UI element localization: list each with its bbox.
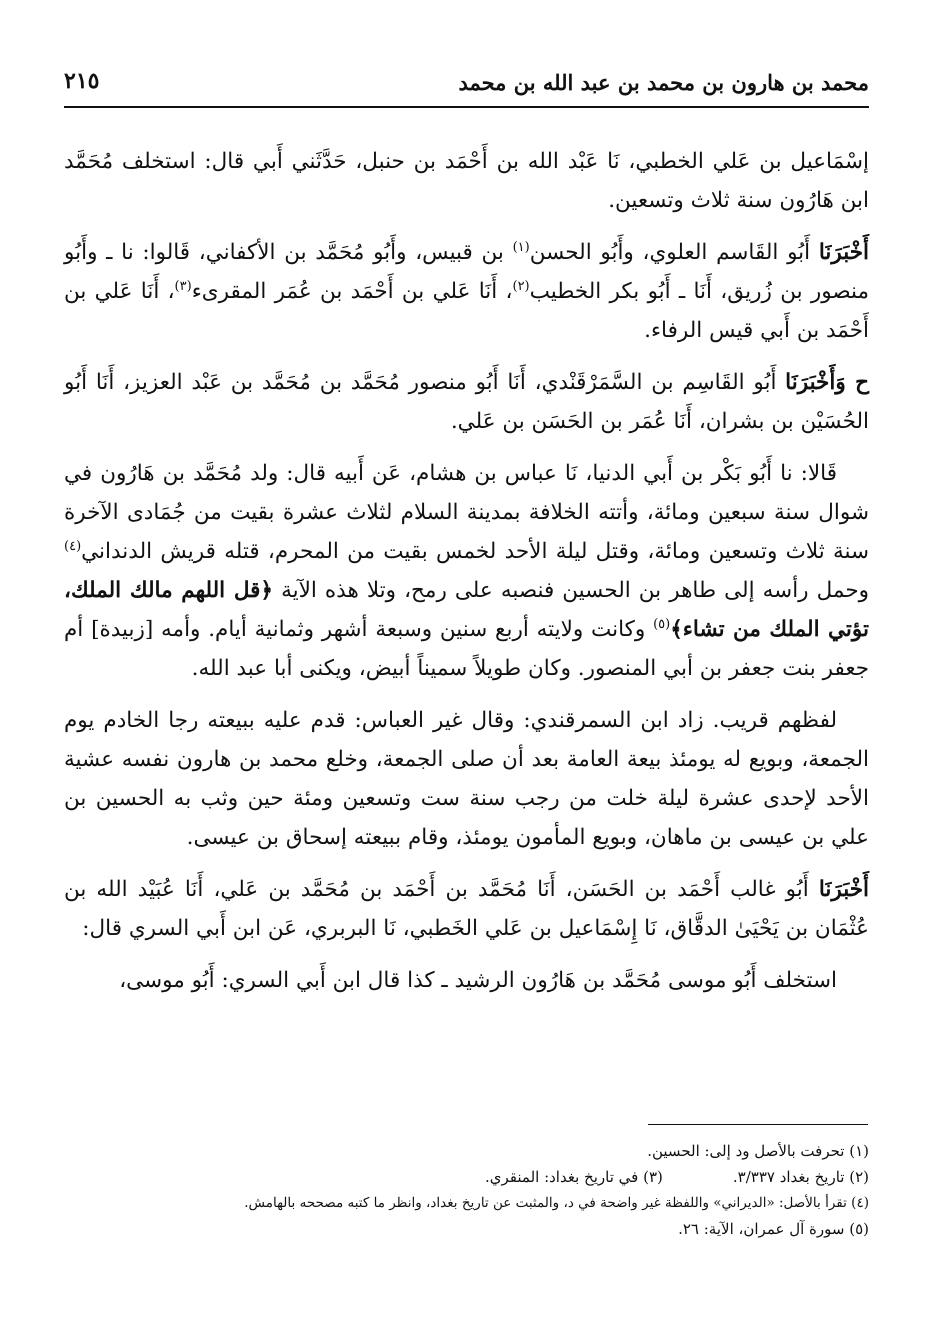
- paragraph-1: [64, 142, 869, 220]
- footnote-1: (١) تحرفت بالأصل ود إلى: الحسين.: [647, 1142, 869, 1160]
- footnote-2: (٢) تاريخ بغداد ٣/٣٣٧.: [732, 1168, 869, 1186]
- paragraph-2-text-a: أَبُو القَاسم العلوي، وأَبُو الحسن: [529, 240, 819, 265]
- paragraph-1-text: إسْمَاعيل بن عَلي الخطبي، نَا عَبْد الله بن أَحْمَد بن حنبل، حَدَّثَني أَبي قال: استخلف مُحَمَّد ابن هَارُون سنة ثلاث وتسعين.: [64, 149, 869, 213]
- narration-keyword: أَخْبَرَنَا: [818, 240, 869, 265]
- paragraph-2-text-b: بن قبيس، وأَبُو مُحَمَّد بن الأكفاني، قَالوا: نا ـ وأَبُو منصور بن زُريق، أَنَا ـ أَبُو بكر الخطيب: [64, 240, 869, 304]
- footnote-5: (٥) سورة آل عمران، الآية: ٢٦.: [678, 1220, 869, 1238]
- paragraph-4-text-a: قَالا: نا أَبُو بَكْر بن أَبي الدنيا، نَا عباس بن هشام، عَن أَبيه قال: ولد مُحَمَّد بن هَارُون في شوال سنة سبعين ومائة، وأتته الخلافة بمدينة السلام لثلاث عشرة بقيت من جُمَادى الآخرة سنة ثلاث وتسعين ومائة، وقتل ليلة الأحد لخمس بقيت من المحرم، قتله قريش الدنداني: [64, 461, 869, 564]
- paragraph-6-text: أَبُو غالب أَحْمَد بن الحَسَن، أَنَا مُحَمَّد بن أَحْمَد بن مُحَمَّد بن عَلي، أَنَا عُبَيْد الله بن عُثْمَان بن يَحْيَىٰ الدقَّاق، نَا إِسْمَاعيل بن عَلي الخَطبي، نَا البربري، عَن ابن أَبي السري قال:: [64, 877, 869, 941]
- paragraph-7-text: استخلف أَبُو موسى مُحَمَّد بن هَارُون الرشيد ـ كذا قال ابن أَبي السري: أَبُو موسى،: [119, 968, 837, 993]
- paragraph-5: [64, 701, 869, 857]
- footnote-4: (٤) تقرأ بالأصل: «الديراني» واللفظة غير واضحة في د، والمثبت عن تاريخ بغداد، وانظر ما كتبه مصححه بالهامش.: [244, 1195, 869, 1211]
- paragraph-4-text-c: وكانت ولايته أربع سنين وسبعة أشهر وثمانية أيام. وأمه [زبيدة] أم جعفر بنت جعفر بن أبي المنصور. وكان طويلاً سميناً أبيض، ويكنى أبا عبد الله.: [64, 617, 869, 681]
- quran-verse: ﴿قل اللهم مالك الملك، تؤتي الملك من تشاء﴾: [64, 578, 869, 642]
- footnote-row-2-3: [64, 1164, 869, 1190]
- paragraph-2-text-d: ، أَنَا عَلي بن أَحْمَد بن أَبي قيس الرفاء.: [64, 279, 869, 343]
- footnote-ref-1[interactable]: (١): [512, 239, 530, 255]
- footnote-ref-3[interactable]: (٣): [174, 278, 192, 294]
- footnote-3: (٣) في تاريخ بغداد: المنقري.: [485, 1168, 663, 1186]
- footnote-ref-5[interactable]: (٥): [653, 616, 671, 632]
- paragraph-3: [64, 363, 869, 441]
- paragraph-7: [64, 961, 869, 1000]
- footnotes: [64, 1138, 869, 1242]
- narration-keyword: أَخْبَرَنَا: [818, 877, 869, 902]
- page-number: ٢١٥: [64, 68, 100, 94]
- paragraph-6: [64, 870, 869, 948]
- paragraph-4: [64, 454, 869, 688]
- paragraph-2: [64, 233, 869, 350]
- main-text: [64, 142, 869, 1013]
- paragraph-3-text: أَبُو القَاسِم بن السَّمَرْقَنْدي، أَنَا أَبُو منصور مُحَمَّد بن مُحَمَّد بن عَبْد العزيز، أَنَا أَبُو الحُسَيْن بن بشران، أَنَا عُمَر بن الحَسَن بن عَلي.: [64, 370, 869, 434]
- footnote-separator: [648, 1124, 868, 1125]
- paragraph-5-text: لفظهم قريب. زاد ابن السمرقندي: وقال غير العباس: قدم عليه ببيعته رجا الخادم يوم الجمعة، وبويع له يومئذ بيعة العامة بعد أن صلى الجمعة، وخلع محمد بن هارون نفسه عشية الأحد لإحدى عشرة ليلة خلت من رجب سنة ست وتسعين ومئة حين وثب به الحسين بن علي بن عيسى بن ماهان، وبويع المأمون يومئذ، وقام ببيعته إسحاق بن عيسى.: [64, 708, 869, 850]
- paragraph-4-text-b: وحمل رأسه إلى طاهر بن الحسين فنصبه على رمح، وتلا هذه الآية: [273, 578, 869, 603]
- footnote-ref-2[interactable]: (٢): [512, 278, 530, 294]
- footnote-ref-4[interactable]: (٤): [64, 538, 82, 554]
- page-header: [64, 64, 869, 108]
- narration-keyword: ح وَأَخْبَرَنَا: [785, 370, 869, 395]
- paragraph-2-text-c: ، أَنَا عَلي بن أَحْمَد بن عُمَر المقرىء: [191, 279, 513, 304]
- running-title: محمد بن هارون بن محمد بن عبد الله بن محمد: [458, 70, 869, 95]
